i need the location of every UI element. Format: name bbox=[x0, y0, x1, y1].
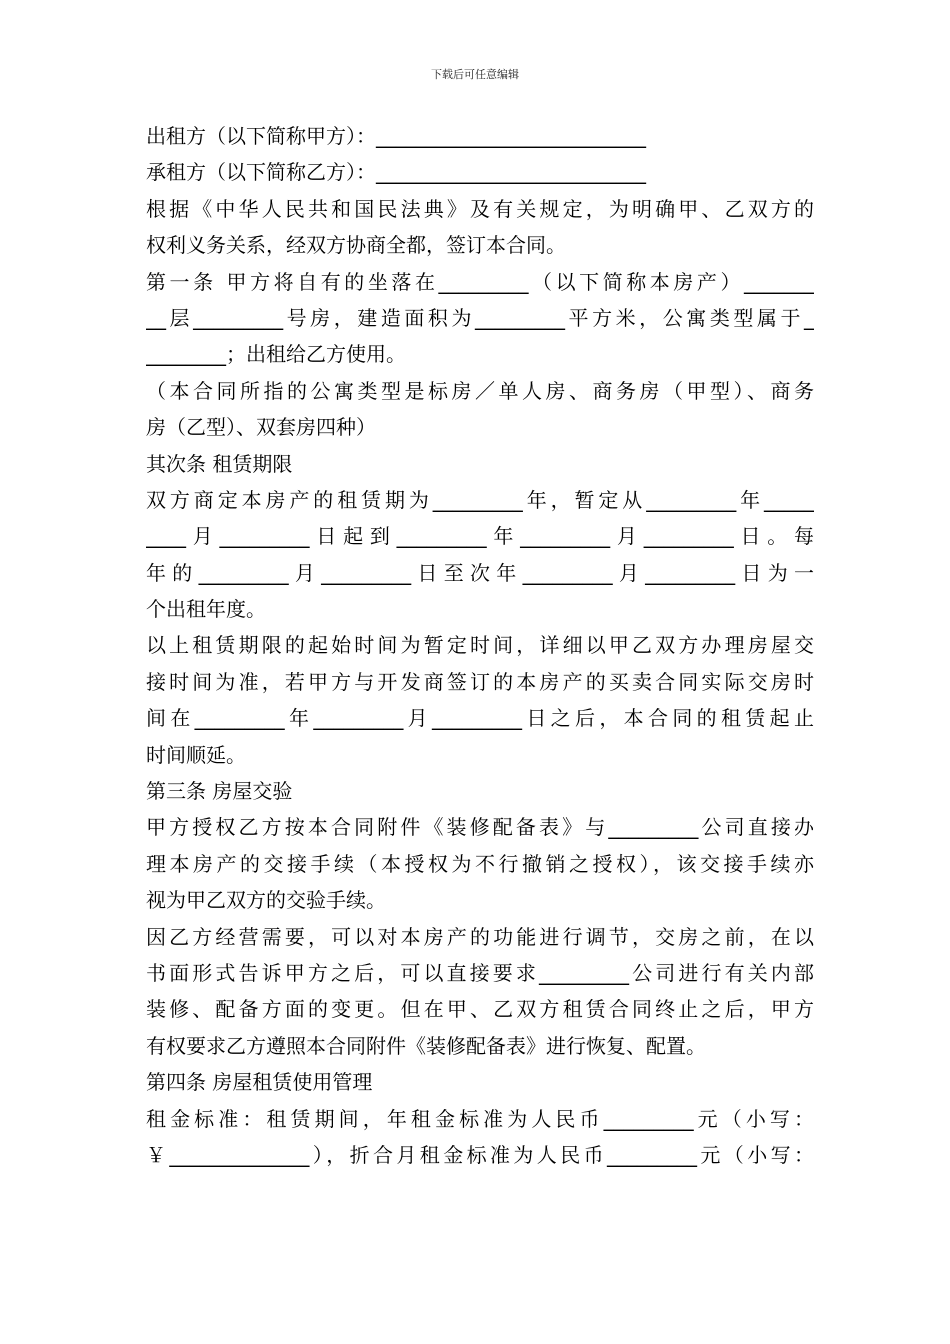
text-line-content: 理本房产的交接手续（本授权为不行撤销之授权），该交接手续亦 bbox=[146, 851, 814, 876]
text-line-content: 以上租赁期限的起始时间为暂定时间，详细以甲乙双方办理房屋交 bbox=[146, 633, 814, 658]
text-line bbox=[146, 1028, 814, 1064]
text-line bbox=[146, 773, 814, 809]
text-line bbox=[146, 446, 814, 482]
text-line bbox=[146, 700, 814, 736]
text-line-content: 根据《中华人民共和国民法典》及有关规定，为明确甲、乙双方的 bbox=[146, 196, 814, 221]
text-line bbox=[146, 1137, 814, 1173]
contract-body bbox=[146, 118, 814, 1173]
text-line bbox=[146, 1064, 814, 1100]
text-line bbox=[146, 409, 814, 445]
text-line-content: 出租方（以下简称甲方）：___________________________ bbox=[146, 124, 646, 148]
text-line-content: 第三条 房屋交验 bbox=[146, 779, 293, 804]
text-line bbox=[146, 919, 814, 955]
text-line-content: 个出租年度。 bbox=[146, 597, 266, 622]
text-line-content: 时间顺延。 bbox=[146, 742, 246, 767]
text-line-content: 因乙方经营需要，可以对本房产的功能进行调节，交房之前，在以 bbox=[146, 924, 814, 949]
text-line bbox=[146, 991, 814, 1027]
text-line-content: 装修、配备方面的变更。但在甲、乙双方租赁合同终止之后，甲方 bbox=[146, 997, 814, 1022]
text-line-content: 其次条 租赁期限 bbox=[146, 451, 293, 476]
text-line-content: ________；出租给乙方使用。 bbox=[146, 342, 406, 367]
text-line-content: ____月_________日起到_________年_________月_________日。每 bbox=[146, 524, 814, 549]
text-line-content: 承租方（以下简称乙方）：___________________________ bbox=[146, 160, 646, 185]
text-line-content: 接时间为准，若甲方与开发商签订的本房产的买卖合同实际交房时 bbox=[146, 669, 814, 694]
text-line bbox=[146, 518, 814, 554]
text-line bbox=[146, 118, 814, 154]
text-line bbox=[146, 300, 814, 336]
text-line-content: 有权要求乙方遵照本合同附件《装修配备表》进行恢复、配置。 bbox=[146, 1033, 706, 1058]
page-header: 下载后可任意编辑 bbox=[431, 68, 519, 81]
text-line bbox=[146, 482, 814, 518]
text-line-content: 房（乙型）、双套房四种） bbox=[146, 415, 376, 440]
text-line bbox=[146, 846, 814, 882]
text-line bbox=[146, 737, 814, 773]
text-line bbox=[146, 591, 814, 627]
text-line bbox=[146, 627, 814, 663]
text-line-content: 权利义务关系，经双方协商全都，签订本合同。 bbox=[146, 233, 566, 258]
text-line bbox=[146, 191, 814, 227]
text-line bbox=[146, 1101, 814, 1137]
text-line bbox=[146, 955, 814, 991]
text-line-content: 第一条 甲方将自有的坐落在_________（以下简称本房产）_______ bbox=[146, 269, 814, 294]
text-line-content: 年的_________月_________日至次年_________月_________日为一 bbox=[146, 560, 814, 585]
text-line-content: 间在_________年_________月_________日之后，本合同的租赁起止 bbox=[146, 706, 814, 731]
text-line-content: 视为甲乙双方的交验手续。 bbox=[146, 888, 386, 913]
text-line-content: 双方商定本房产的租赁期为_________年，暂定从_________年_____ bbox=[146, 487, 814, 512]
text-line bbox=[146, 336, 814, 372]
text-line-content: 租金标准：租赁期间，年租金标准为人民币_________元（小写： bbox=[146, 1106, 814, 1131]
text-line-content: （本合同所指的公寓类型是标房／单人房、商务房（甲型）、商务 bbox=[146, 378, 814, 403]
text-line-content: 第四条 房屋租赁使用管理 bbox=[146, 1070, 373, 1095]
text-line bbox=[146, 664, 814, 700]
text-line bbox=[146, 882, 814, 918]
text-line-content: ￥______________），折合月租金标准为人民币_________元（小写： bbox=[146, 1142, 814, 1167]
text-line bbox=[146, 809, 814, 845]
text-line bbox=[146, 555, 814, 591]
text-line-content: __层_________号房，建造面积为_________平方米，公寓类型属于_ bbox=[146, 305, 814, 330]
text-line bbox=[146, 154, 814, 190]
text-line-content: 书面形式告诉甲方之后，可以直接要求_________公司进行有关内部 bbox=[146, 960, 814, 985]
text-line-content: 甲方授权乙方按本合同附件《装修配备表》与_________公司直接办 bbox=[146, 815, 814, 840]
text-line bbox=[146, 373, 814, 409]
text-line bbox=[146, 227, 814, 263]
text-line bbox=[146, 264, 814, 300]
